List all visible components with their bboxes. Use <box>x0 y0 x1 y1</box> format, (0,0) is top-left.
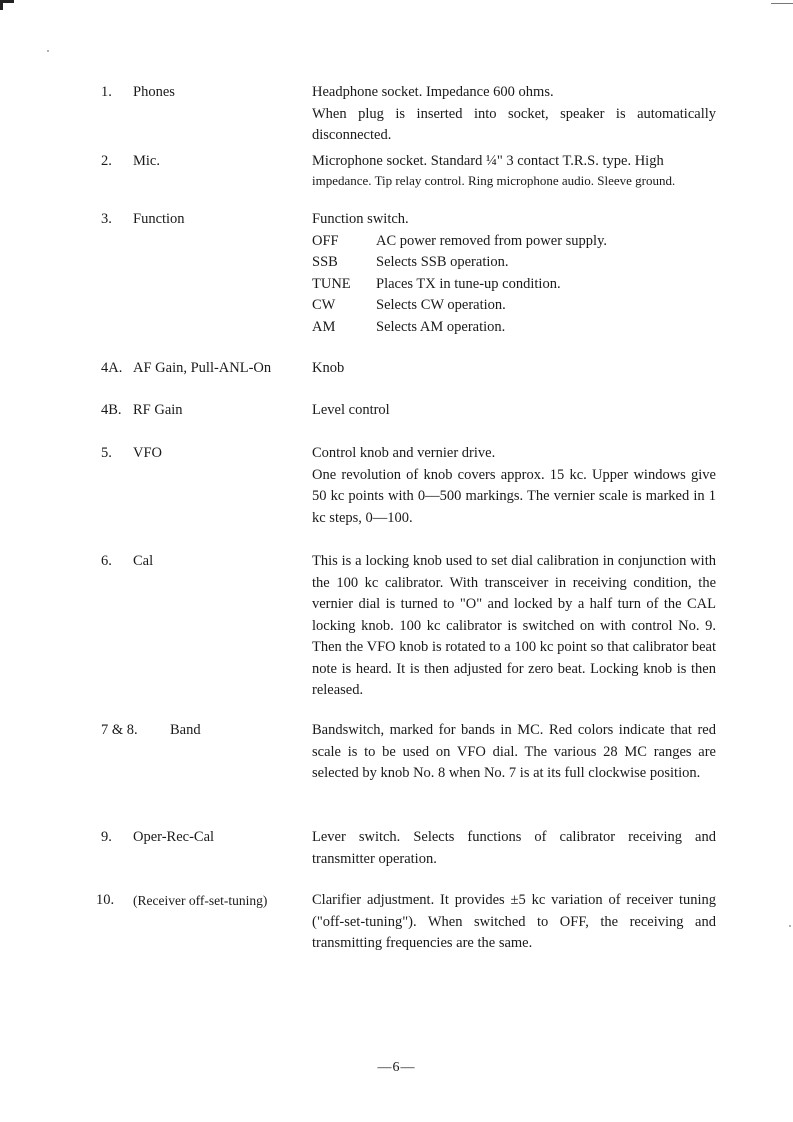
option-key: SSB <box>312 254 338 270</box>
entry-description: Bandswitch, marked for bands in MC. Red colors indicate that red scale is to be used on VFO dial. The various 28 MC ranges are selected by knob No. 8 when No. 7 is at its full clockwise position. <box>312 722 716 781</box>
entry-description <box>312 151 716 188</box>
option-key: OFF <box>312 232 339 249</box>
entry-number: 10. <box>96 892 115 908</box>
function-option <box>312 231 716 253</box>
entry-description: Lever switch. Selects functions of calibrator receiving and transmitter operation. <box>312 829 716 867</box>
scan-speck <box>47 50 49 52</box>
scan-speck <box>789 925 791 927</box>
option-key: AM <box>312 318 336 335</box>
description-line: impedance. Tip relay control. Ring microphone audio. Sleeve ground. <box>312 172 676 188</box>
entry-description: Clarifier adjustment. It provides ±5 kc variation of receiver tuning ("off-set-tuning"). When switched to OFF, the receiving and transmitting frequencies are the same. <box>312 892 716 951</box>
description-line: Function switch. <box>312 211 409 227</box>
description-line: When plug is inserted into socket, speaker is automatically disconnected. <box>312 105 716 143</box>
option-value: Selects AM operation. <box>376 318 506 335</box>
description-line: One revolution of knob covers approx. 15 kc. Upper windows give 50 kc points with 0—500 markings. The vernier scale is marked in 1 kc steps, 0—100. <box>312 466 716 526</box>
function-option <box>312 317 716 339</box>
entry-label: RF Gain <box>133 402 183 418</box>
option-key: TUNE <box>312 275 351 292</box>
entry-number: 4B. <box>101 402 122 418</box>
function-option <box>312 252 716 274</box>
entry-description <box>312 209 716 338</box>
entry-number: 5. <box>101 445 112 461</box>
entry-label: Phones <box>133 84 175 100</box>
entry-label: Cal <box>133 553 154 569</box>
scan-corner-mark <box>771 3 793 4</box>
scan-corner-mark <box>0 0 3 10</box>
entry-number: 1. <box>101 84 112 100</box>
entry-label: Function <box>133 211 185 227</box>
entry-number: 4A. <box>101 360 123 376</box>
option-value: Selects CW operation. <box>376 297 506 313</box>
entry-label: (Receiver off-set-tuning) <box>133 893 268 908</box>
function-option <box>312 295 716 317</box>
page-number: —6— <box>377 1060 416 1075</box>
entry-description <box>312 443 716 529</box>
entry-label: Mic. <box>133 153 160 169</box>
entry-label: Oper-Rec-Cal <box>133 829 215 845</box>
description-line: Microphone socket. Standard ¼" 3 contact T.R.S. type. High <box>312 153 664 169</box>
entry-label: VFO <box>133 445 163 461</box>
description-line: Headphone socket. Impedance 600 ohms. <box>312 84 554 100</box>
option-value: Places TX in tune-up condition. <box>376 275 561 292</box>
entry-label: AF Gain, Pull-ANL-On <box>133 360 272 376</box>
entry-description: Level control <box>312 402 390 418</box>
entry-number: 3. <box>101 211 112 227</box>
entry-number: 6. <box>101 553 112 569</box>
entry-number: 9. <box>101 829 112 845</box>
description-line: Control knob and vernier drive. <box>312 445 496 461</box>
function-option <box>312 274 716 296</box>
option-value: AC power removed from power supply. <box>376 232 608 249</box>
entry-description: This is a locking knob used to set dial calibration in conjunction with the 100 kc calibrator. With transceiver in receiving condition, the vernier dial is turned to "O" and locked by a half turn of the CAL locking knob. 100 kc calibrator is switched on with control No. 9. Then the VFO knob is rotated to a 100 kc point so that calibrator beat note is heard. It is then adjusted for zero beat. Locking knob is then released. <box>312 553 716 698</box>
entry-number: 2. <box>101 153 112 169</box>
option-value: Selects SSB operation. <box>376 254 509 270</box>
option-key: CW <box>312 297 336 313</box>
entry-description <box>312 82 716 147</box>
entry-label: Band <box>170 722 201 738</box>
entry-number: 7 & 8. <box>101 722 138 738</box>
entry-description: Knob <box>312 360 345 376</box>
